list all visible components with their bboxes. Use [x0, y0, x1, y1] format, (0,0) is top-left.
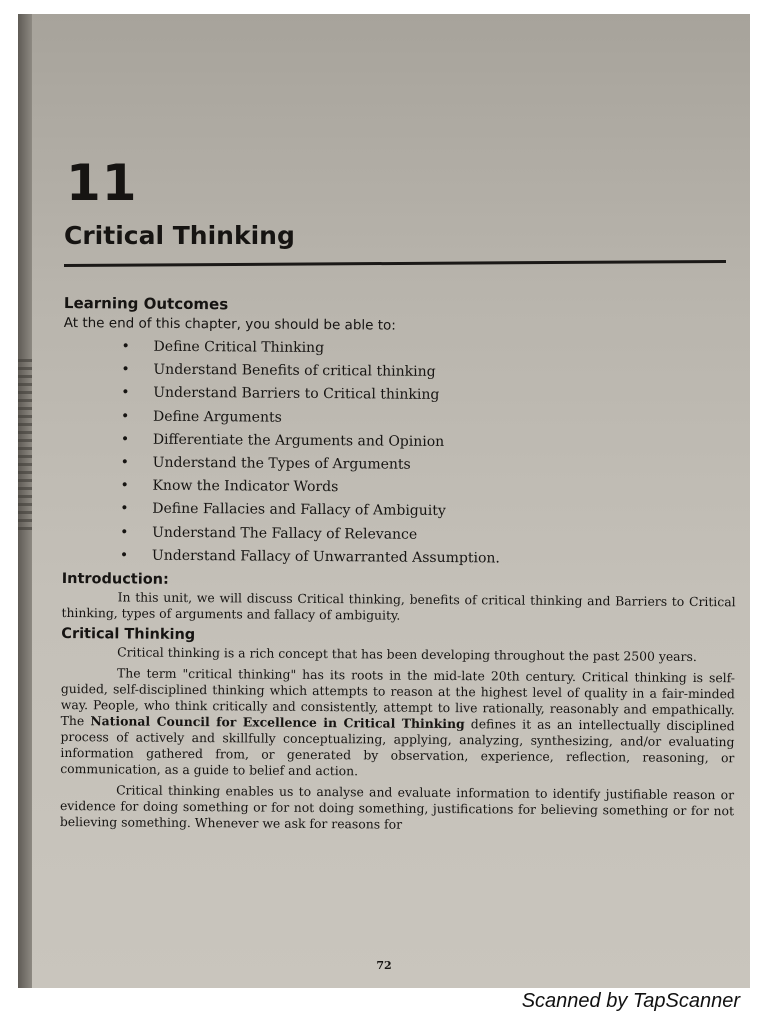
paragraph-2-end: defines it as an intellectually disciplined process of actively and skillfully conceptualizing, applying, analyzing, synthesizing, and/or evaluating information gathered from, or generated by observation, experience, reflection, reasoning, or communication, as a guide to belief and action.	[60, 716, 735, 779]
outcome-item: • Understand the Types of Arguments	[121, 451, 737, 479]
paragraph-3: Critical thinking enables us to analyse and evaluate information to identify justifiable reason or evidence for doing something or for not doing something, justifications for believing something or for not believing something. Whenever we ask for reasons for	[59, 782, 735, 832]
outcome-item: • Define Critical Thinking	[121, 335, 737, 363]
critical-thinking-heading: Critical Thinking	[61, 626, 196, 644]
learning-outcomes-heading: Learning Outcomes	[63, 294, 229, 314]
body-text	[60, 294, 738, 840]
outcome-item: • Understand Barriers to Critical thinking	[121, 382, 737, 410]
outcome-item: • Understand The Fallacy of Relevance	[120, 521, 736, 549]
introduction-paragraph: In this unit, we will discuss Critical thinking, benefits of critical thinking and Barriers to Critical thinking, types of arguments and fallacy of ambiguity.	[61, 589, 736, 623]
chapter-title: Critical Thinking	[64, 221, 295, 250]
outcome-item: • Differentiate the Arguments and Opinion	[121, 428, 737, 456]
outcome-item: • Understand Benefits of critical thinking	[121, 359, 737, 387]
outcome-item: • Know the Indicator Words	[120, 475, 736, 503]
council-name: National Council for Excellence in Critical Thinking	[90, 713, 465, 732]
learning-outcomes-list	[62, 335, 738, 572]
learning-outcomes-intro: At the end of this chapter, you should be able to:	[63, 314, 396, 334]
outcome-item: • Understand Fallacy of Unwarranted Assumption.	[120, 544, 736, 572]
page-content	[18, 14, 750, 988]
introduction-heading: Introduction:	[61, 571, 169, 588]
outcome-item: • Define Fallacies and Fallacy of Ambiguity	[120, 498, 736, 526]
title-rule	[64, 260, 726, 267]
scanner-watermark: Scanned by TapScanner	[521, 990, 740, 1012]
paragraph-1: Critical thinking is a rich concept that has been developing throughout the past 2500 years.	[117, 644, 697, 665]
page-number: 72	[376, 959, 392, 972]
paragraph-2-start: The term "critical thinking" has its roots in the mid-late 20th century. Critical thinking is self-guided, self-disciplined thinking which attempts to reason at the highest level of quality in a fair-minded way. People, who think critically and consistently, attempt to live rationally, reasonably and empathically. The	[60, 665, 736, 729]
chapter-number: 11	[66, 154, 138, 212]
outcome-item: • Define Arguments	[121, 405, 737, 433]
paragraph-2	[60, 665, 735, 782]
scanned-page	[18, 14, 750, 988]
